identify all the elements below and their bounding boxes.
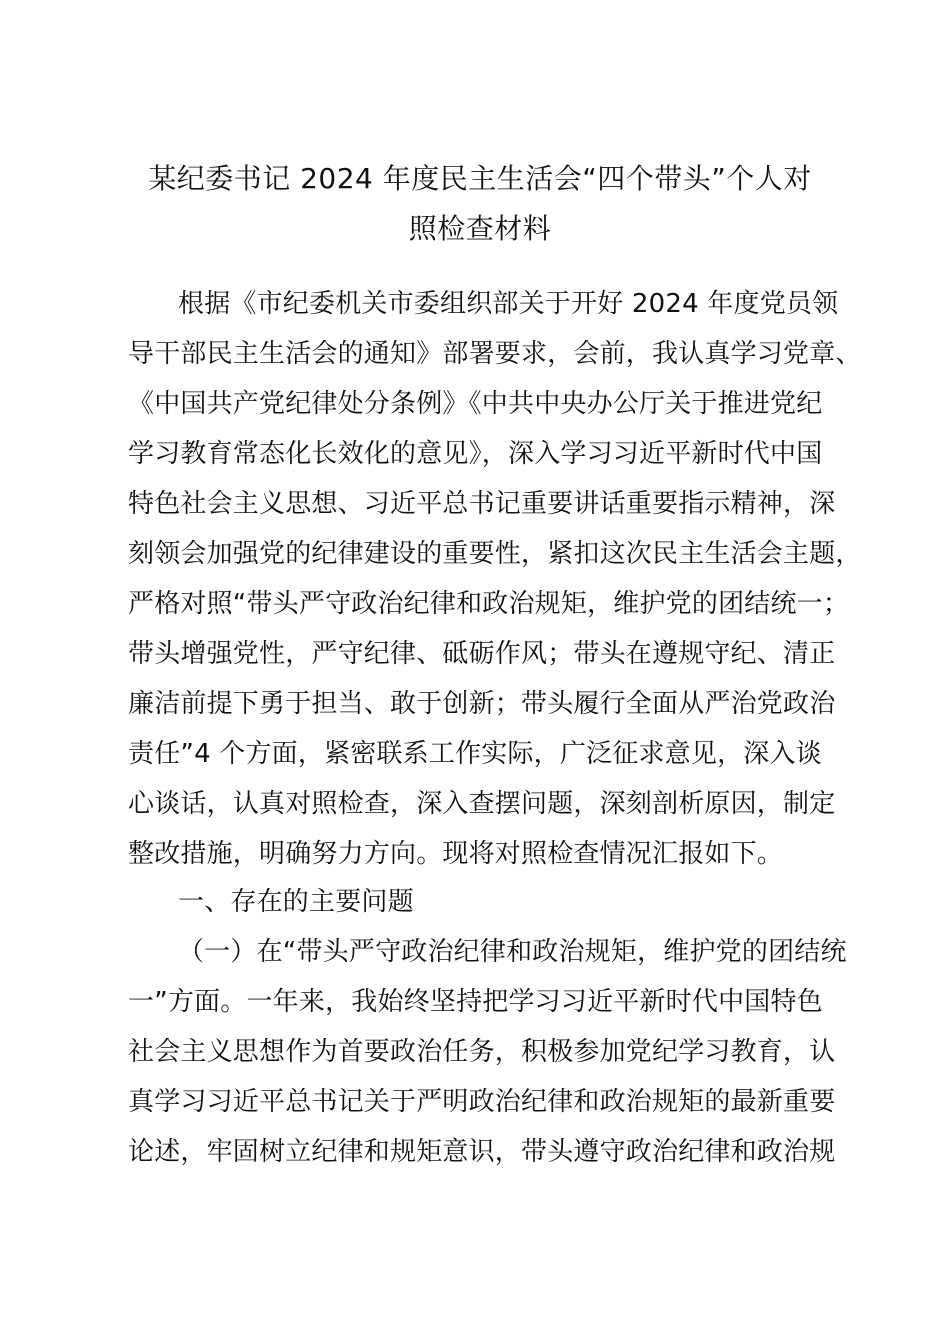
body-line: 廉洁前提下勇于担当、敢于创新；带头履行全面从严治党政治: [128, 689, 836, 719]
body-line: 真学习习近平总书记关于严明政治纪律和政治规矩的最新重要: [128, 1087, 836, 1117]
body-line: 学习教育常态化长效化的意见》，深入学习习近平新时代中国: [128, 439, 823, 469]
body-line: （一）在“带头严守政治纪律和政治规矩，维护党的团结统: [178, 937, 847, 967]
body-line: 特色社会主义思想、习近平总书记重要讲话重要指示精神，深: [128, 489, 836, 519]
body-line: 导干部民主生活会的通知》部署要求，会前，我认真学习党章、: [128, 339, 862, 369]
body-line: 带头增强党性，严守纪律、砥砺作风；带头在遵规守纪、清正: [128, 639, 836, 669]
document-title-line-1: 某纪委书记 2024 年度民主生活会“四个带头”个人对: [148, 162, 812, 195]
body-line: 心谈话，认真对照检查，深入查摆问题，深刻剖析原因，制定: [128, 789, 836, 819]
body-line: 《中国共产党纪律处分条例》《中共中央办公厅关于推进党纪: [128, 389, 823, 419]
body-line: 根据《市纪委机关市委组织部关于开好 2024 年度党员领: [178, 289, 839, 319]
document-title-line-2: 照检查材料: [408, 212, 552, 245]
body-line: 刻领会加强党的纪律建设的重要性，紧扣这次民主生活会主题，: [128, 539, 862, 569]
body-line: 论述，牢固树立纪律和规矩意识，带头遵守政治纪律和政治规: [128, 1137, 836, 1167]
body-line: 责任”4 个方面，紧密联系工作实际，广泛征求意见，深入谈: [128, 739, 822, 769]
body-line: 整改措施，明确努力方向。现将对照检查情况汇报如下。: [128, 839, 784, 869]
section-heading: 一、存在的主要问题: [178, 887, 414, 917]
body-line: 一”方面。一年来，我始终坚持把学习习近平新时代中国特色: [128, 987, 823, 1017]
body-line: 严格对照“带头严守政治纪律和政治规矩，维护党的团结统一；: [128, 589, 850, 619]
body-line: 社会主义思想作为首要政治任务，积极参加党纪学习教育，认: [128, 1037, 836, 1067]
